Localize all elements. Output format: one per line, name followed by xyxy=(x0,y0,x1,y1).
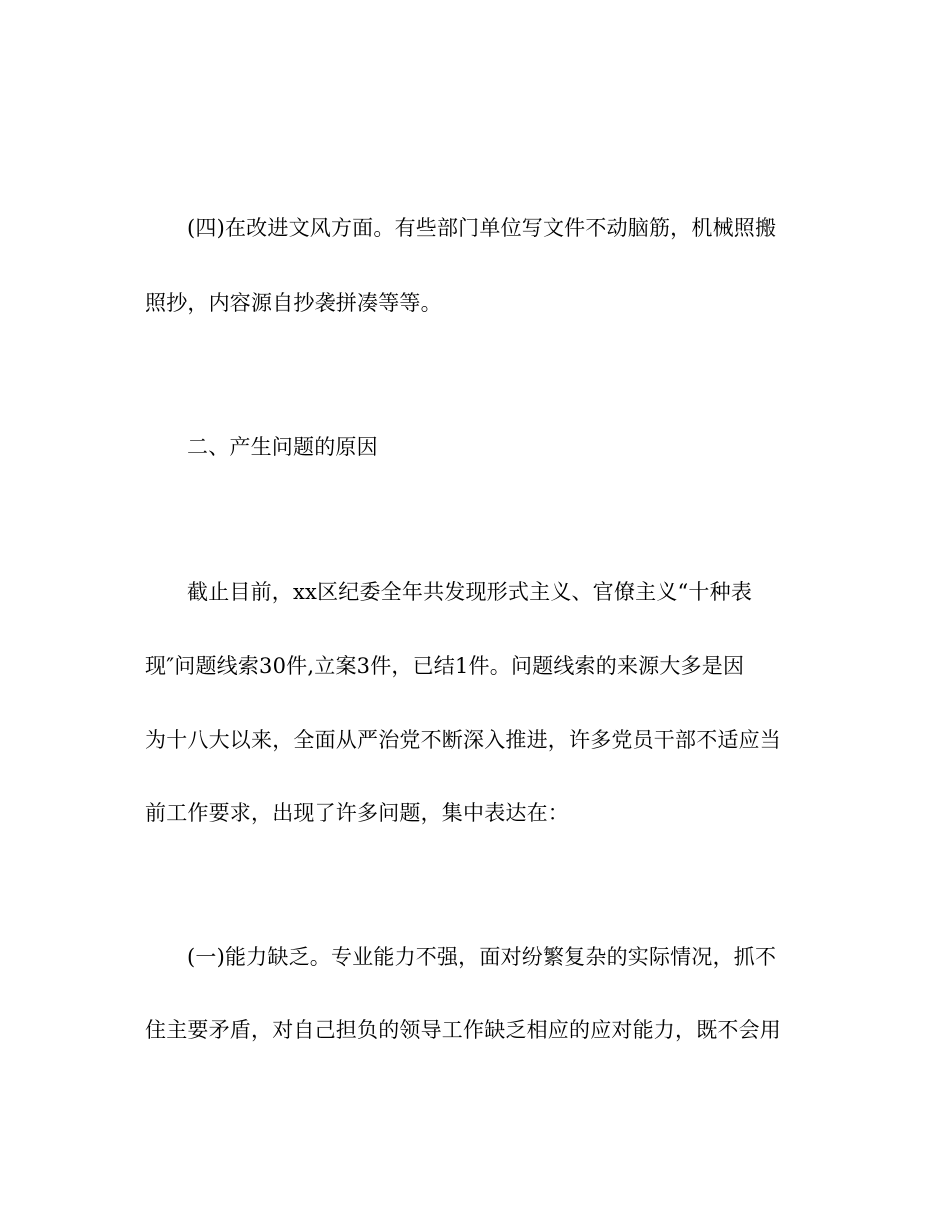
paragraph-1-line-2: 住主要矛盾，对自己担负的领导工作缺乏相应的应对能力，既不会用 xyxy=(145,1018,781,1042)
paragraph-1-line-1: (一)能力缺乏。专业能力不强，面对纷繁复杂的实际情况，抓不 xyxy=(187,945,777,969)
paragraph-4-line-2: 照抄，内容源自抄袭拼凑等等。 xyxy=(145,291,442,315)
paragraph-stats-line-4: 前工作要求，出现了许多问题，集中表达在： xyxy=(145,801,569,825)
paragraph-4-line-1: (四)在改进文风方面。有些部门单位写文件不动脑筋，机械照搬 xyxy=(187,216,777,240)
paragraph-stats-line-2: 现″问题线索30件,立案3件，已结1件。问题线索的来源大多是因 xyxy=(145,654,745,678)
paragraph-stats-line-3: 为十八大以来，全面从严治党不断深入推进，许多党员干部不适应当 xyxy=(145,728,781,752)
section-heading: 二、产生问题的原因 xyxy=(187,435,378,459)
paragraph-stats-line-1: 截止目前，xx区纪委全年共发现形式主义、官僚主义“十种表 xyxy=(187,580,753,604)
